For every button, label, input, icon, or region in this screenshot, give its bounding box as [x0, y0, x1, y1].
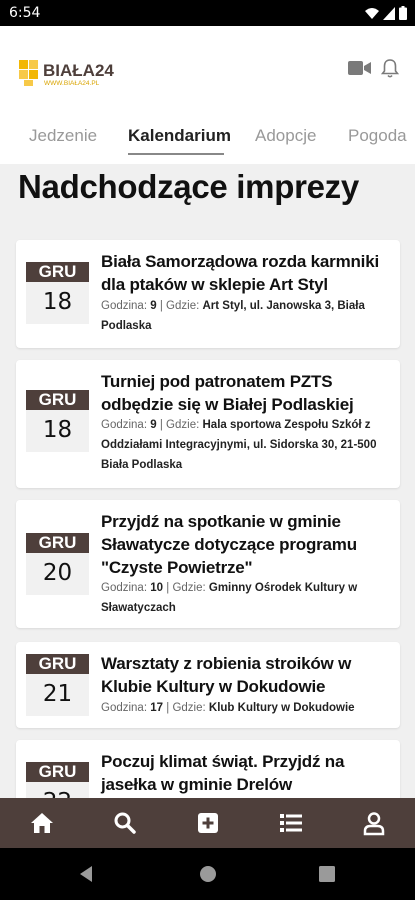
tab-jedzenie[interactable]: Jedzenie [29, 126, 98, 145]
event-title[interactable]: Turniej pod patronatem PZTS odbędzie się w Białej Podlaskiej [101, 372, 354, 414]
hour-label: Godzina: [101, 582, 148, 594]
back-icon[interactable] [78, 865, 96, 883]
meta-separator: | [166, 582, 170, 594]
event-place: Art Styl, ul. Janowska 3, Biała Podlaska [101, 300, 365, 332]
search-icon[interactable] [112, 810, 138, 836]
event-hour: 9 [150, 419, 157, 431]
status-bar [0, 0, 415, 26]
place-label: Gdzie: [172, 702, 206, 714]
event-hour: 10 [150, 582, 164, 594]
bottom-navigation [0, 798, 415, 848]
event-place: Hala sportowa Zespołu Szkół z Oddziałami Integracyjnymi, ul. Sidorska 30, 21-500 Biała Podlaska [101, 419, 377, 471]
biala24-logo[interactable] [19, 58, 179, 88]
hour-label: Godzina: [101, 419, 148, 431]
event-month: GRU [26, 262, 89, 282]
event-card[interactable] [16, 642, 400, 728]
event-month: GRU [26, 762, 89, 782]
wifi-icon [365, 7, 379, 20]
meta-separator: | [159, 419, 163, 431]
home-circle-icon[interactable] [199, 865, 217, 883]
category-tabs [0, 118, 415, 164]
home-icon[interactable] [29, 810, 55, 836]
event-place: Gminny Ośrodek Kultury w Sławatyczach [101, 582, 358, 614]
signal-icon [383, 7, 395, 20]
event-month: GRU [26, 390, 89, 410]
place-label: Gdzie: [166, 300, 200, 312]
hour-label: Godzina: [101, 300, 148, 312]
event-title[interactable]: Biała Samorządowa rozda karmniki dla ptaków w sklepie Art Styl [101, 252, 379, 294]
event-meta [101, 698, 391, 718]
system-navigation-bar [0, 848, 415, 900]
event-card[interactable] [16, 240, 400, 348]
event-date [26, 390, 89, 452]
event-date [26, 654, 89, 716]
event-date [26, 533, 89, 595]
event-date [26, 262, 89, 324]
tab-kalendarium[interactable]: Kalendarium [128, 126, 231, 145]
event-meta [101, 578, 391, 618]
add-icon[interactable] [195, 810, 221, 836]
event-hour: 9 [150, 300, 157, 312]
event-day: 20 [42, 560, 73, 586]
app-header [0, 26, 415, 164]
bell-icon[interactable] [381, 58, 399, 78]
status-time: 6:54 [9, 5, 41, 21]
active-tab-indicator [128, 153, 224, 155]
event-day: 21 [42, 681, 73, 707]
page-title: Nadchodzące imprezy [18, 168, 359, 205]
tab-adopcje[interactable]: Adopcje [255, 126, 317, 145]
status-icons [365, 6, 407, 20]
recents-icon[interactable] [319, 866, 335, 882]
place-label: Gdzie: [166, 419, 200, 431]
event-month: GRU [26, 533, 89, 553]
video-camera-icon[interactable] [348, 60, 372, 76]
event-month: GRU [26, 654, 89, 674]
event-title[interactable]: Przyjdź na spotkanie w gminie Sławatycze dotyczące programu "Czyste Powietrze" [101, 512, 357, 577]
hour-label: Godzina: [101, 702, 148, 714]
tab-pogoda[interactable]: Pogoda [348, 126, 407, 145]
event-day: 18 [42, 289, 73, 315]
event-day: 18 [42, 417, 73, 443]
logo-subtext: WWW.BIAŁA24.PL [44, 80, 100, 87]
event-place: Klub Kultury w Dokudowie [208, 702, 355, 714]
logo-text: BIAŁA24 [43, 61, 114, 80]
event-card[interactable] [16, 360, 400, 488]
place-label: Gdzie: [172, 582, 206, 594]
event-title[interactable]: Warsztaty z robienia stroików w Klubie Kultury w Dokudowie [101, 654, 352, 696]
user-icon[interactable] [361, 810, 387, 836]
event-title[interactable]: Poczuj klimat świąt. Przyjdź na jasełka w gminie Drelów [101, 752, 345, 794]
event-card[interactable] [16, 500, 400, 628]
event-meta [101, 415, 391, 475]
event-hour: 17 [150, 702, 164, 714]
meta-separator: | [159, 300, 163, 312]
list-icon[interactable] [278, 810, 304, 836]
battery-icon [399, 6, 407, 20]
event-meta [101, 296, 391, 336]
meta-separator: | [166, 702, 170, 714]
